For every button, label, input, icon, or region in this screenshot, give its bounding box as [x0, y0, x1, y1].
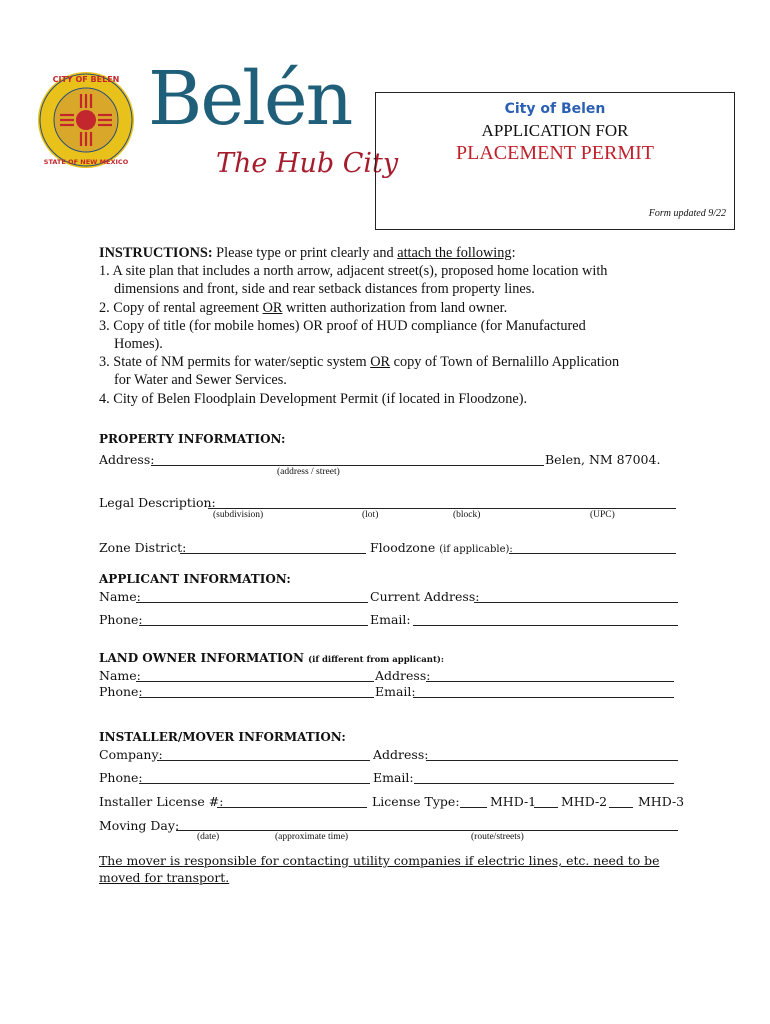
applicant-phone-label: Phone: [99, 612, 143, 627]
owner-phone-field[interactable] [139, 697, 374, 698]
hint-route: (route/streets) [471, 832, 524, 842]
mhd2-checkbox-line[interactable] [534, 807, 558, 808]
address-hint: (address / street) [277, 467, 340, 477]
owner-name-field[interactable] [136, 681, 374, 682]
hint-subdivision: (subdivision) [213, 510, 264, 520]
hint-date: (date) [197, 832, 220, 842]
property-address-field[interactable] [151, 465, 544, 466]
installer-address-label: Address: [373, 747, 429, 762]
installer-email-label: Email: [373, 770, 414, 785]
owner-address-field[interactable] [426, 681, 674, 682]
installer-email-field[interactable] [414, 783, 674, 784]
instructions [99, 244, 719, 408]
city-name: City of Belen [504, 101, 606, 117]
installer-license-label: Installer License #: [99, 794, 224, 809]
hint-lot: (lot) [362, 510, 379, 520]
owner-email-label: Email: [375, 684, 416, 699]
form-updated: Form updated 9/22 [648, 208, 726, 219]
installer-address-field[interactable] [426, 760, 678, 761]
instruction-1-cont: dimensions and front, side and rear setback distances from property lines. [114, 281, 535, 298]
form-title-line2: PLACEMENT PERMIT [456, 142, 654, 164]
property-section-title: PROPERTY INFORMATION: [99, 432, 286, 446]
owner-section-title: LAND OWNER INFORMATION (if different from applicant): [99, 651, 445, 665]
applicant-section-title: APPLICANT INFORMATION: [99, 572, 291, 586]
applicant-current-address-label: Current Address: [370, 589, 480, 604]
svg-text:CITY OF BELEN: CITY OF BELEN [52, 75, 120, 84]
form-title-box [375, 92, 735, 230]
hint-time: (approximate time) [275, 832, 349, 842]
applicant-name-field[interactable] [136, 602, 368, 603]
applicant-phone-field[interactable] [139, 625, 368, 626]
license-type-label: License Type: [372, 794, 460, 809]
zone-district-field[interactable] [180, 553, 366, 554]
legal-description-label: Legal Description: [99, 495, 216, 510]
hint-block: (block) [453, 510, 481, 520]
address-suffix: Belen, NM 87004. [545, 452, 661, 467]
floodzone-field[interactable] [509, 553, 676, 554]
mhd3-label: MHD-3 [638, 794, 685, 809]
owner-address-label: Address: [375, 668, 431, 683]
owner-name-label: Name: [99, 668, 141, 683]
installer-section-title: INSTALLER/MOVER INFORMATION: [99, 730, 346, 744]
mhd1-checkbox-line[interactable] [460, 807, 487, 808]
belen-wordmark: Belén [148, 56, 352, 142]
hint-upc: (UPC) [590, 510, 615, 520]
instruction-4: 3. State of NM permits for water/septic system OR copy of Town of Bernalillo Application [99, 354, 620, 371]
applicant-email-field[interactable] [413, 625, 678, 626]
instruction-2: 2. Copy of rental agreement OR written authorization from land owner. [99, 299, 508, 316]
zone-district-label: Zone District: [99, 540, 187, 555]
applicant-email-label: Email: [370, 612, 411, 627]
installer-license-field[interactable] [217, 807, 367, 808]
instruction-4-cont: for Water and Sewer Services. [114, 372, 287, 389]
moving-day-field[interactable] [176, 830, 678, 831]
applicant-name-label: Name: [99, 589, 141, 604]
svg-text:STATE OF NEW MEXICO: STATE OF NEW MEXICO [43, 158, 129, 166]
city-seal [36, 70, 136, 170]
mhd2-label: MHD-2 [561, 794, 608, 809]
applicant-current-address-field[interactable] [474, 602, 678, 603]
owner-email-field[interactable] [413, 697, 674, 698]
instruction-1: 1. A site plan that includes a north arrow, adjacent street(s), proposed home location with [99, 263, 608, 280]
mhd1-label: MHD-1 [490, 794, 537, 809]
instruction-3: 3. Copy of title (for mobile homes) OR proof of HUD compliance (for Manufactured [99, 317, 586, 334]
address-label: Address: [99, 452, 155, 467]
installer-phone-label: Phone: [99, 770, 143, 785]
tagline: The Hub City [216, 148, 399, 179]
moving-day-label: Moving Day: [99, 818, 180, 833]
instruction-5: 4. City of Belen Floodplain Development Permit (if located in Floodzone). [99, 390, 528, 407]
form-title-line1: APPLICATION FOR [481, 121, 629, 140]
floodzone-label: Floodzone (if applicable): [370, 540, 513, 555]
instructions-lead: INSTRUCTIONS: Please type or print clearly and attach the following: [99, 245, 516, 261]
instruction-3-cont: Homes). [114, 336, 163, 353]
mover-responsibility-note: The mover is responsible for contacting utility companies if electric lines, etc. need to be moved for transport. [99, 853, 660, 885]
legal-description-field[interactable] [208, 508, 676, 509]
owner-phone-label: Phone: [99, 684, 143, 699]
installer-company-label: Company: [99, 747, 163, 762]
mhd3-checkbox-line[interactable] [609, 807, 633, 808]
installer-company-field[interactable] [157, 760, 370, 761]
installer-phone-field[interactable] [139, 783, 370, 784]
